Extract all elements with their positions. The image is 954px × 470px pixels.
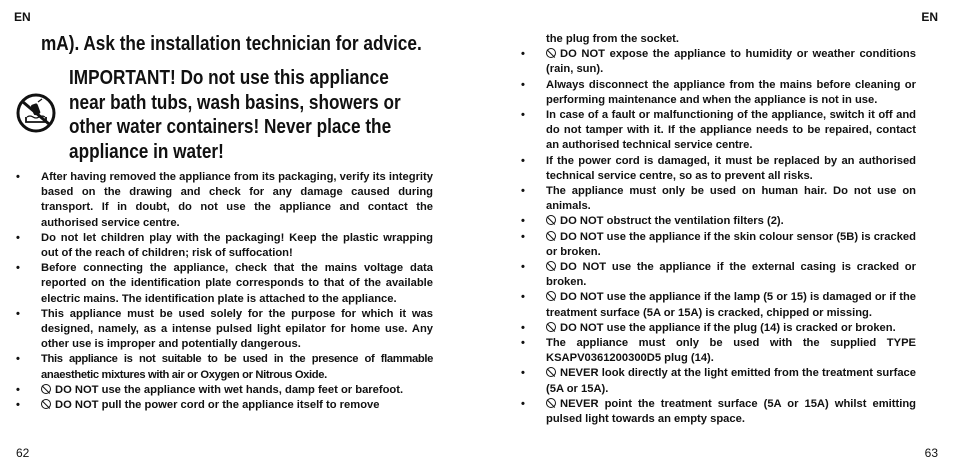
list-item-text: Do not let children play with the packaging! Keep the plastic wrapping out of the reach of children; risk of suffocation!: [41, 231, 433, 260]
list-item: [521, 108, 916, 154]
list-item: [521, 290, 916, 320]
list-item-text: DO NOT use the appliance with wet hands, damp feet or barefoot.: [55, 383, 404, 396]
bullet: •: [16, 262, 20, 275]
list-item-text: Always disconnect the appliance from the mains before cleaning or performing maintenance and when the appliance is not in use.: [546, 78, 916, 106]
list-item: [521, 336, 916, 366]
bullet: •: [521, 48, 525, 61]
prohibition-circle-icon: [41, 399, 51, 409]
list-item-text: The appliance must only be used with the supplied TYPE KSAPV0361200300D5 plug (14).: [546, 337, 916, 365]
important-heading: [69, 66, 401, 164]
prohibition-circle-icon: [546, 215, 556, 225]
right-page: [477, 0, 954, 470]
bullet: •: [16, 353, 20, 366]
bullet: •: [16, 231, 20, 244]
list-item-text: The appliance must only be used on human hair. Do not use on animals.: [546, 185, 916, 213]
list-item-text: DO NOT pull the power cord or the appliance itself to remove: [55, 399, 380, 412]
list-item-text: In case of a fault or malfunctioning of the appliance, switch it off and do not tamper with it. If the appliance needs to be repaired, contact an authorised technical service centre.: [546, 109, 916, 152]
page-number: 62: [16, 446, 30, 460]
list-item: [16, 231, 433, 261]
bullet: •: [16, 171, 20, 183]
list-item-text: DO NOT obstruct the ventilation filters (2).: [560, 215, 784, 228]
list-item: [521, 230, 916, 260]
list-item: [16, 307, 433, 353]
list-item: [16, 383, 433, 398]
list-item-text: DO NOT use the appliance if the skin colour sensor (5B) is cracked or broken.: [546, 230, 916, 258]
list-item-text: If the power cord is damaged, it must be replaced by an authorised technical service centre, so as to prevent all risks.: [546, 154, 916, 182]
bullet: •: [521, 185, 525, 198]
bullet: •: [16, 399, 20, 412]
list-item: [16, 170, 433, 231]
safety-list-left: [16, 170, 433, 413]
list-item: [521, 321, 916, 336]
list-item: [521, 260, 916, 290]
page-number: 63: [924, 446, 938, 460]
list-item: [521, 366, 916, 396]
important-heading-line-1: IMPORTANT! Do not use this appliance: [69, 67, 389, 89]
bullet: •: [521, 109, 525, 122]
prohibition-circle-icon: [546, 322, 556, 332]
important-heading-line-3: other water containers! Never place the: [69, 116, 392, 138]
bullet: •: [521, 367, 525, 380]
list-item-text: NEVER point the treatment surface (5A or 15A) whilst emitting pulsed light towards an empty space.: [546, 397, 916, 426]
bullet: •: [521, 321, 525, 334]
bullet: •: [521, 291, 525, 304]
list-item: [521, 397, 916, 427]
list-item-text: DO NOT use the appliance if the lamp (5 or 15) is damaged or if the treatment surface (5A or 15A) is cracked, chipped or missing.: [546, 291, 916, 319]
prohibition-circle-icon: [546, 291, 556, 301]
bullet: •: [521, 337, 525, 350]
list-item: [16, 352, 433, 382]
list-item: [16, 398, 433, 413]
list-item: [521, 78, 916, 108]
list-item: [521, 214, 916, 229]
bullet: •: [521, 230, 525, 243]
list-item-text: Before connecting the appliance, check that the mains voltage data reported on the identification plate corresponds to that of the available electric mains. The identification plate is attached to the appliance.: [41, 262, 433, 305]
prohibition-circle-icon: [546, 261, 556, 271]
list-item-text: NEVER look directly at the light emitted from the treatment surface (5A or 15A).: [546, 367, 916, 395]
list-item-text: the plug from the socket.: [546, 33, 680, 45]
prohibition-circle-icon: [546, 367, 556, 377]
list-item: [16, 261, 433, 307]
list-item: [521, 47, 916, 77]
list-item-text: This appliance must be used solely for the purpose for which it was designed, namely, as a intense pulsed light epilator for home use. Any other use is improper and potentially dangerous.: [41, 307, 433, 351]
bullet: •: [521, 397, 525, 410]
heading-continuation: mA). Ask the installation technician for advice.: [41, 33, 422, 55]
bullet: •: [521, 154, 525, 167]
bullet: •: [16, 307, 20, 320]
no-water-immersion-icon: [16, 93, 56, 133]
list-item: [521, 184, 916, 214]
list-item-text: After having removed the appliance from its packaging, verify its integrity based on the drawing and check for any damage caused during transport. If in doubt, do not use the appliance and contact the authorised service centre.: [41, 171, 433, 229]
important-heading-line-4: appliance in water!: [69, 140, 224, 163]
prohibition-circle-icon: [546, 48, 556, 58]
prohibition-circle-icon: [41, 384, 51, 394]
list-item-text: DO NOT expose the appliance to humidity or weather conditions (rain, sun).: [546, 48, 916, 76]
list-item-text: DO NOT use the appliance if the plug (14) is cracked or broken.: [560, 321, 896, 334]
safety-list-right: [521, 32, 916, 427]
list-item: [521, 154, 916, 184]
bullet: •: [521, 215, 525, 228]
bullet: •: [521, 78, 525, 91]
language-label: EN: [14, 10, 31, 24]
prohibition-circle-icon: [546, 398, 556, 408]
list-item-text: This appliance is not suitable to be used in the presence of flammable anaesthetic mixtures with air or Oxygen or Nitrous Oxide.: [41, 353, 433, 381]
list-item-text: DO NOT use the appliance if the external casing is cracked or broken.: [546, 261, 916, 289]
list-item-continuation: [521, 32, 916, 47]
important-heading-line-2: near bath tubs, wash basins, showers or: [69, 91, 401, 114]
prohibition-circle-icon: [546, 231, 556, 241]
language-label: EN: [921, 10, 938, 24]
bullet: •: [16, 383, 20, 396]
bullet: •: [521, 261, 525, 274]
